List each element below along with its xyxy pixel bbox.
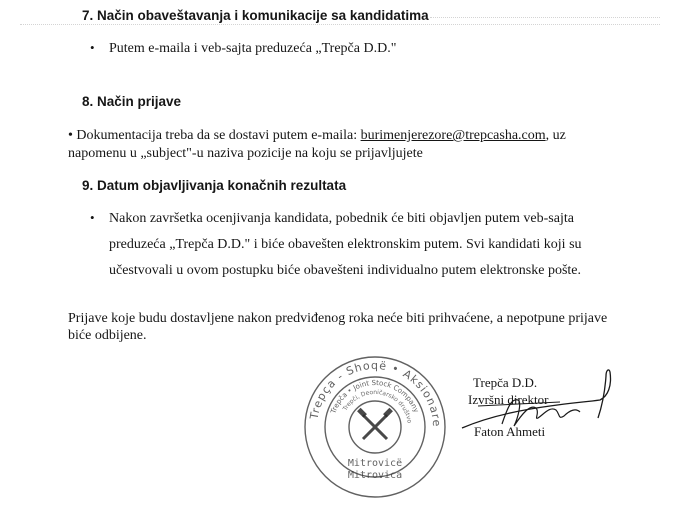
notice-line-2: biće odbijene. bbox=[68, 328, 147, 343]
scan-artifact bbox=[20, 24, 660, 25]
notice-line-1: Prijave koje budu dostavljene nakon predviđenog roka neće biti prihvaćene, a nepotpune prijave bbox=[68, 311, 608, 326]
svg-text:Trepča • Joint Stock Company: Trepča • Joint Stock Company bbox=[329, 378, 421, 415]
stamp-seal-icon bbox=[300, 352, 450, 502]
section-8-text: • Dokumentacija treba da se dostavi putem e-maila: bbox=[68, 128, 361, 143]
svg-text:Trepči, Deoničarsko društvo: Trepči, Deoničarsko društvo bbox=[341, 388, 413, 424]
signature-scribble-icon bbox=[460, 366, 630, 446]
section-8-heading: 8. Način prijave bbox=[82, 94, 182, 109]
bullet-icon: • bbox=[90, 210, 95, 225]
signature-name: Faton Ahmeti bbox=[474, 424, 546, 439]
section-9-heading: 9. Datum objavljivanja konačnih rezultata bbox=[82, 178, 347, 193]
section-8-line-2: napomenu u „subject"-u naziva pozicije na koju se prijavljujete bbox=[68, 146, 423, 161]
bullet-icon: • bbox=[90, 40, 95, 55]
handwritten-signature bbox=[460, 366, 630, 446]
signature-company: Trepča D.D. bbox=[473, 375, 538, 390]
section-9-line-1: Nakon završetka ocenjivanja kandidata, pobednik će biti objavljen putem veb-sajta bbox=[109, 211, 574, 226]
signature-title: Izvršni direktor bbox=[468, 392, 549, 407]
section-9-line-2: preduzeća „Trepča D.D." i biće obavešten elektronskim putem. Svi kandidati koji su bbox=[109, 237, 582, 252]
official-stamp bbox=[300, 352, 450, 502]
section-8-text-end: , uz bbox=[545, 128, 566, 143]
stamp-city-1: Mitrovicë bbox=[347, 458, 403, 469]
svg-text:Trepça - Shoqë • Aksionare: Trepça - Shoqë • Aksionare bbox=[307, 358, 444, 428]
crossed-hammers-icon bbox=[363, 415, 387, 439]
scan-artifact bbox=[430, 17, 660, 18]
section-8-line-1 bbox=[68, 127, 566, 144]
section-7-heading: 7. Način obaveštavanja i komunikacije sa kandidatima bbox=[82, 8, 429, 23]
email-link[interactable]: burimenjerezore@trepcasha.com bbox=[360, 128, 546, 143]
section-9-line-3: učestvovali u ovom postupku biće obavešteni individualno putem elektronske pošte. bbox=[109, 263, 582, 278]
stamp-city-2: Mitrovica bbox=[347, 470, 403, 481]
section-7-bullet-text: Putem e-maila i veb-sajta preduzeća „Trepča D.D." bbox=[109, 41, 397, 56]
